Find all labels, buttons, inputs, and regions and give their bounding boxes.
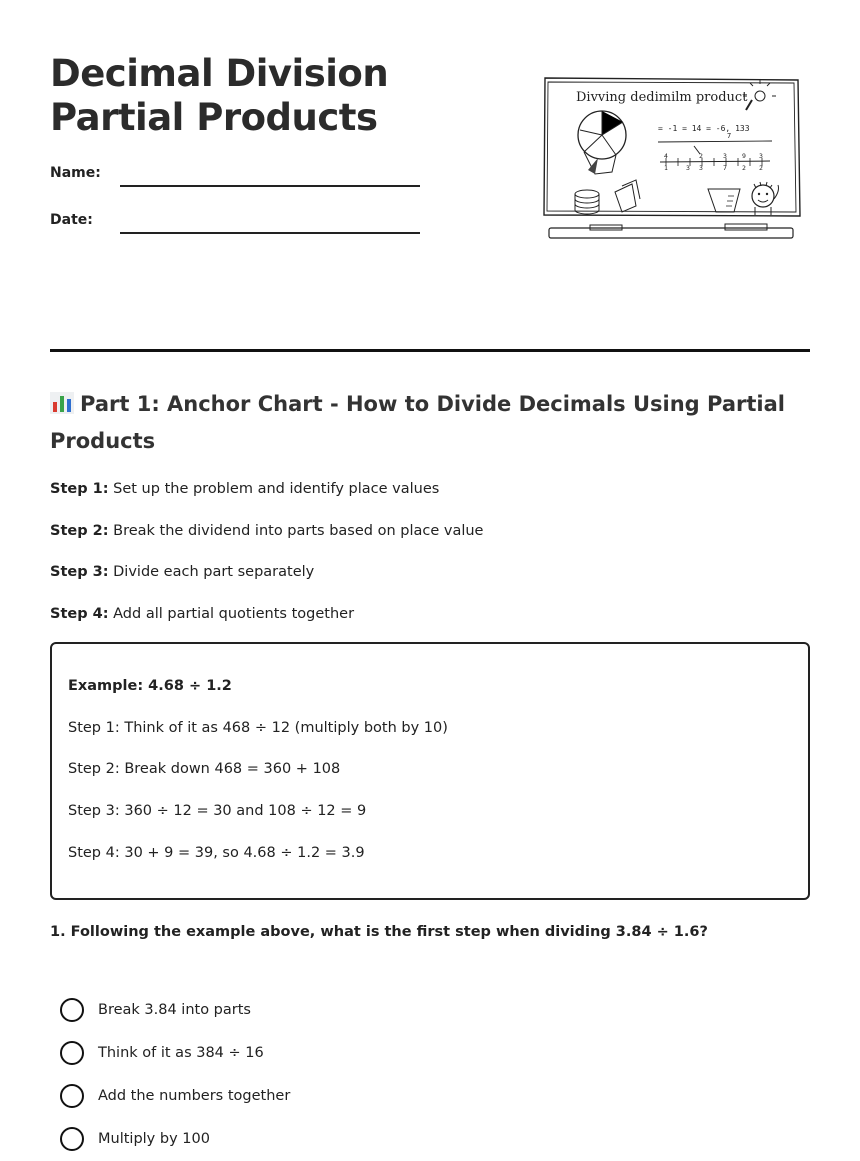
svg-text:2: 2	[699, 152, 703, 160]
option-label: Multiply by 100	[98, 1130, 210, 1147]
svg-text:3: 3	[686, 164, 690, 172]
radio-button[interactable]	[60, 1127, 84, 1151]
step-text: Break the dividend into parts based on place value	[108, 522, 484, 539]
answer-option[interactable]	[60, 1117, 290, 1160]
example-line: Step 3: 360 ÷ 12 = 30 and 108 ÷ 12 = 9	[68, 803, 367, 820]
svg-text:3: 3	[699, 164, 703, 172]
date-label: Date:	[50, 212, 93, 228]
step-text: Divide each part separately	[108, 564, 315, 581]
section-title-text: Part 1: Anchor Chart - How to Divide Decimals Using Partial Products	[50, 392, 785, 453]
radio-button[interactable]	[60, 998, 84, 1022]
bar-chart-icon	[50, 392, 74, 414]
section-divider	[50, 349, 810, 352]
answer-option[interactable]	[60, 988, 290, 1031]
step-label: Step 3:	[50, 564, 109, 581]
option-label: Break 3.84 into parts	[98, 1001, 251, 1018]
date-field-line[interactable]	[120, 232, 420, 234]
equation-denominator: 7	[727, 132, 732, 140]
example-box	[50, 642, 810, 900]
name-label: Name:	[50, 165, 101, 181]
chalkboard-illustration	[540, 74, 802, 242]
board-caption: Divving dedimilm product	[576, 90, 748, 105]
svg-text:2: 2	[759, 164, 763, 172]
question-text: 1. Following the example above, what is the first step when dividing 3.84 ÷ 1.6?	[50, 924, 708, 940]
svg-text:7: 7	[723, 164, 727, 172]
name-field-line[interactable]	[120, 185, 420, 187]
date-field-row	[50, 212, 420, 228]
page-title: Decimal Division Partial Products	[50, 52, 389, 139]
step-item	[50, 603, 810, 645]
step-label: Step 4:	[50, 606, 109, 623]
step-text: Set up the problem and identify place values	[108, 481, 440, 497]
svg-text:9: 9	[742, 152, 746, 160]
section-heading	[50, 386, 790, 460]
option-label: Add the numbers together	[98, 1087, 291, 1104]
svg-text:4: 4	[664, 152, 668, 160]
svg-text:3: 3	[759, 152, 763, 160]
step-label: Step 1:	[50, 481, 109, 497]
radio-button[interactable]	[60, 1041, 84, 1065]
name-field-row	[50, 165, 420, 181]
step-label: Step 2:	[50, 522, 109, 539]
radio-button[interactable]	[60, 1084, 84, 1108]
example-line: Step 2: Break down 468 = 360 + 108	[68, 761, 341, 778]
example-line: Step 4: 30 + 9 = 39, so 4.68 ÷ 1.2 = 3.9	[68, 844, 365, 861]
answer-options	[60, 988, 290, 1160]
answer-option[interactable]	[60, 1031, 290, 1074]
step-item	[50, 520, 810, 562]
board-equation: = -1 = 14 = -6, 133	[658, 124, 750, 133]
svg-text:2: 2	[742, 164, 746, 172]
step-item	[50, 478, 810, 520]
example-line: Step 1: Think of it as 468 ÷ 12 (multiply both by 10)	[68, 719, 448, 736]
option-label: Think of it as 384 ÷ 16	[98, 1044, 264, 1061]
example-title: Example: 4.68 ÷ 1.2	[68, 678, 232, 694]
steps-list	[50, 478, 810, 645]
svg-text:3: 3	[723, 152, 727, 160]
svg-text:1: 1	[664, 164, 668, 172]
step-item	[50, 561, 810, 603]
answer-option[interactable]	[60, 1074, 290, 1117]
step-text: Add all partial quotients together	[108, 606, 355, 623]
